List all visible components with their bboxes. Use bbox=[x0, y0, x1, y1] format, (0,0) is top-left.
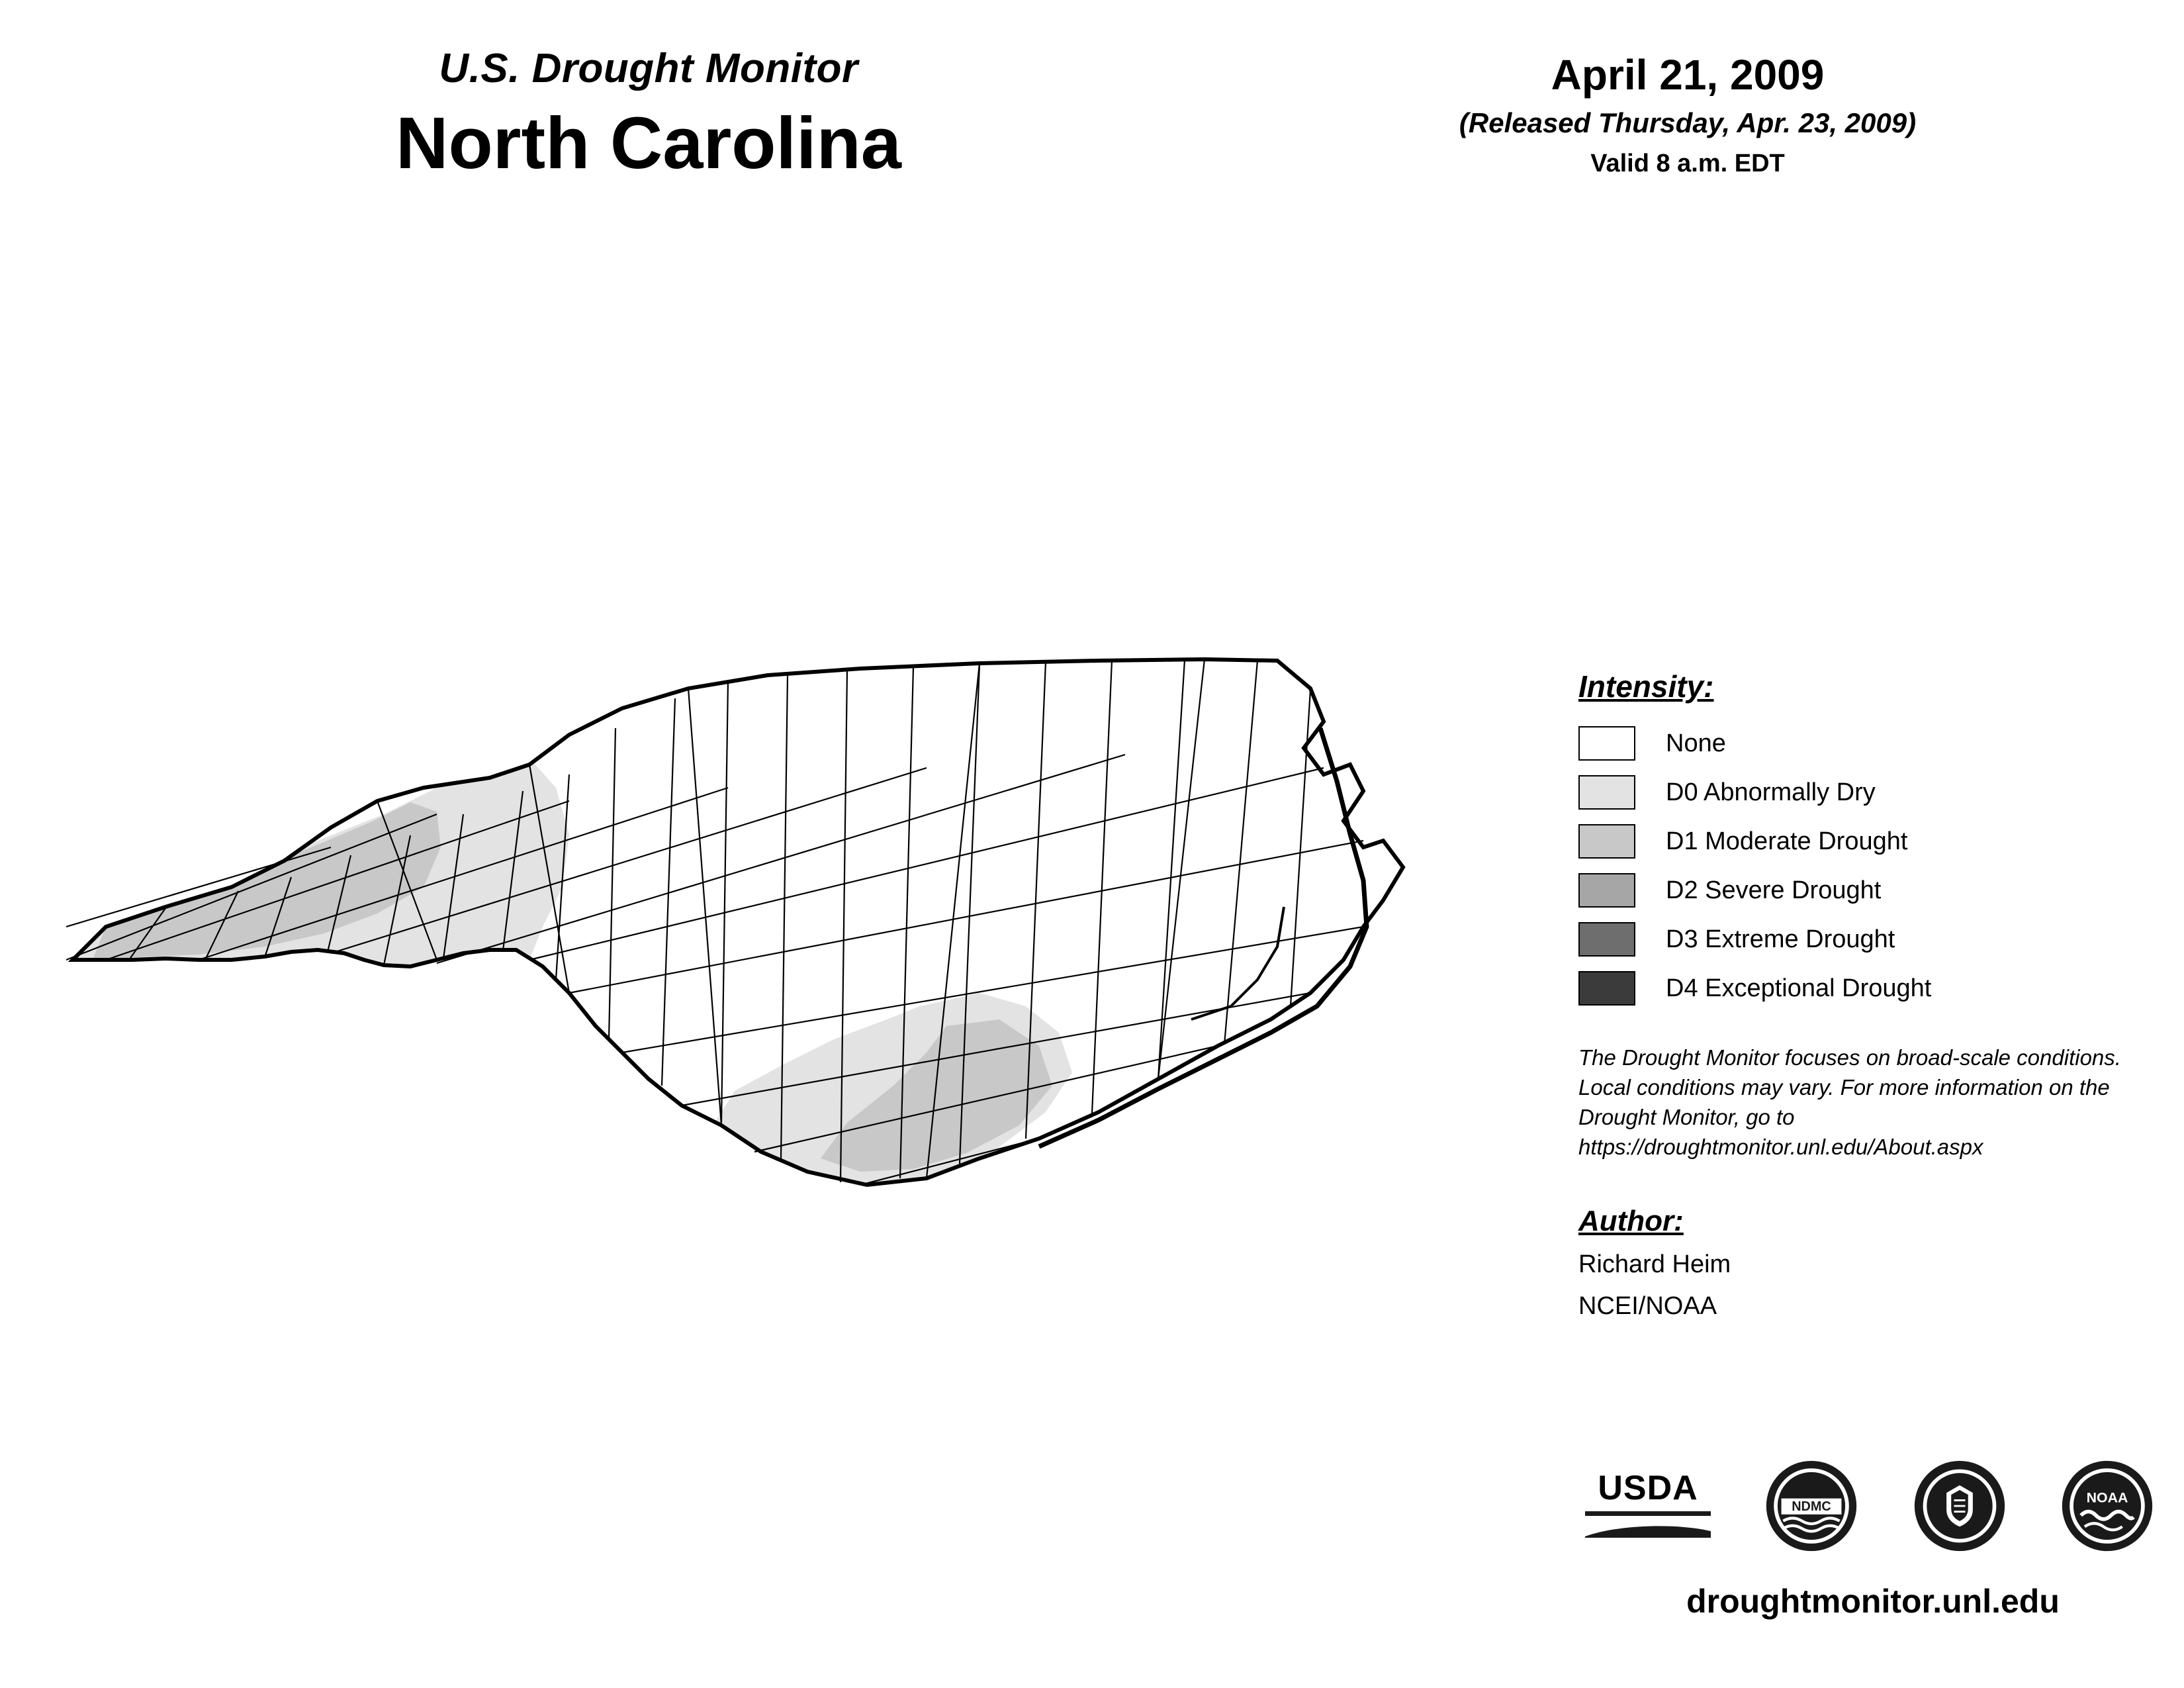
legend-label-d1: D1 Moderate Drought bbox=[1666, 827, 1908, 855]
legend-item-d0[interactable] bbox=[1578, 768, 2154, 817]
usda-logo-swoosh bbox=[1585, 1521, 1711, 1538]
legend-item-none[interactable] bbox=[1578, 719, 2154, 768]
author-name: Richard Heim bbox=[1578, 1250, 1731, 1278]
legend-label-d4: D4 Exceptional Drought bbox=[1666, 974, 1932, 1002]
header-date-block bbox=[1357, 53, 2019, 178]
legend-swatch-none bbox=[1578, 726, 1635, 761]
legend-swatch-d2 bbox=[1578, 873, 1635, 908]
valid-time: Valid 8 a.m. EDT bbox=[1590, 150, 1785, 178]
author-title: Author: bbox=[1578, 1204, 1684, 1237]
ndmc-logo bbox=[1764, 1459, 1858, 1553]
legend-item-d1[interactable] bbox=[1578, 817, 2154, 866]
author-block bbox=[1578, 1205, 2154, 1322]
map-date: April 21, 2009 bbox=[1551, 51, 1825, 99]
legend-swatch-d0 bbox=[1578, 775, 1635, 810]
legend-swatch-d3 bbox=[1578, 922, 1635, 957]
legend-label-d0: D0 Abnormally Dry bbox=[1666, 778, 1876, 806]
legend-label-none: None bbox=[1666, 729, 1726, 757]
drought-monitor-supertitle: U.S. Drought Monitor bbox=[439, 46, 858, 91]
site-url[interactable]: droughtmonitor.unl.edu bbox=[1686, 1583, 2060, 1620]
release-date: (Released Thursday, Apr. 23, 2009) bbox=[1459, 107, 1917, 139]
svg-text:NOAA: NOAA bbox=[2086, 1489, 2128, 1506]
north-carolina-drought-map[interactable] bbox=[66, 649, 1502, 1284]
usda-logo bbox=[1585, 1471, 1711, 1541]
noaa-logo bbox=[2060, 1459, 2154, 1553]
page-title: North Carolina bbox=[396, 103, 901, 185]
legend-label-d3: D3 Extreme Drought bbox=[1666, 925, 1895, 953]
legend-swatch-d4 bbox=[1578, 971, 1635, 1006]
usda-logo-rule bbox=[1585, 1511, 1711, 1516]
legend-title: Intensity: bbox=[1578, 669, 1714, 704]
legend-item-d3[interactable] bbox=[1578, 915, 2154, 964]
legend-panel bbox=[1578, 669, 2154, 1322]
legend-note: The Drought Monitor focuses on broad-scale conditions. Local conditions may vary. For more information on the Drought Monitor, go to https://droughtmonitor.unl.edu/About.aspx bbox=[1578, 1045, 2121, 1159]
legend-item-d2[interactable] bbox=[1578, 866, 2154, 915]
header-title-block bbox=[285, 46, 1013, 186]
usdc-logo bbox=[1913, 1459, 2007, 1553]
legend-swatch-d1 bbox=[1578, 824, 1635, 859]
author-affiliation: NCEI/NOAA bbox=[1578, 1292, 1717, 1321]
logo-row bbox=[1585, 1456, 2154, 1556]
svg-text:NDMC: NDMC bbox=[1792, 1499, 1832, 1515]
legend-label-d2: D2 Severe Drought bbox=[1666, 876, 1882, 904]
usda-logo-text: USDA bbox=[1598, 1469, 1698, 1507]
legend-item-d4[interactable] bbox=[1578, 964, 2154, 1013]
